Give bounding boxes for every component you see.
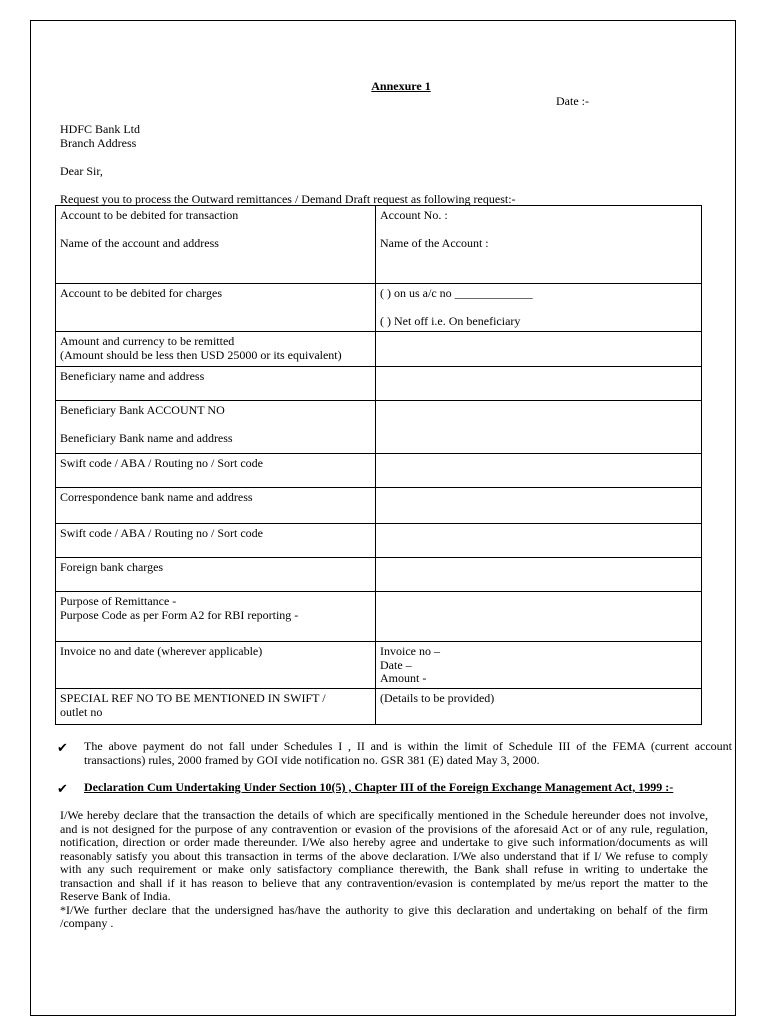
- remittance-form-table: [55, 205, 702, 725]
- field-value-cell[interactable]: [376, 524, 702, 558]
- declaration-heading-text: Declaration Cum Undertaking Under Section 10(5) , Chapter III of the Foreign Exchange Management Act, 1999 :-: [84, 780, 674, 794]
- field-label: [60, 223, 372, 237]
- field-value-cell[interactable]: [376, 401, 702, 454]
- form-row: [56, 592, 702, 642]
- form-row: [56, 454, 702, 488]
- field-value: ( ) Net off i.e. On beneficiary: [380, 313, 521, 328]
- field-label-cell: [56, 642, 376, 689]
- form-row: [56, 206, 702, 284]
- form-row: [56, 524, 702, 558]
- field-label-cell: [56, 332, 376, 367]
- field-value: [380, 370, 698, 384]
- field-label-cell: [56, 454, 376, 488]
- form-row: [56, 401, 702, 454]
- form-row: [56, 642, 702, 689]
- form-row: [56, 558, 702, 592]
- field-label: (Amount should be less then USD 25000 or its equivalent): [60, 347, 342, 362]
- field-label: Beneficiary Bank name and address: [60, 430, 233, 445]
- field-label: Swift code / ABA / Routing no / Sort code: [60, 456, 263, 470]
- field-value-cell[interactable]: [376, 689, 702, 725]
- field-label-cell: [56, 524, 376, 558]
- field-value: [380, 301, 698, 315]
- field-value-cell[interactable]: [376, 332, 702, 367]
- field-value: [380, 223, 698, 237]
- field-value-cell[interactable]: [376, 592, 702, 642]
- field-value: ( ) on us a/c no _____________: [380, 286, 533, 300]
- fema-note-text: The above payment do not fall under Schedules I , II and is within the limit of Schedule III of the FEMA (current account transactions) rules, 2000 framed by GOI vide notification no. GSR 381 (E) dated May 3, 2000.: [84, 739, 732, 767]
- field-label: Account to be debited for transaction: [60, 208, 239, 222]
- declaration-paragraph-2: *I/We further declare that the undersigned has/have the authority to give this declaration and undertaking on behalf of the firm /company .: [60, 902, 708, 930]
- field-label-cell: [56, 367, 376, 401]
- field-value: [380, 491, 698, 505]
- field-label: Swift code / ABA / Routing no / Sort code: [60, 526, 263, 540]
- field-label-cell: [56, 284, 376, 332]
- field-value: Name of the Account :: [380, 235, 489, 250]
- salutation: Dear Sir,: [60, 164, 103, 178]
- declaration-paragraph-1: I/We hereby declare that the transaction the details of which are specifically mentioned in the Schedule hereunder does not involve, and is not designed for the purpose of any contravention or evasion of the provisions of the aforesaid Act or of any rule, regulation, notification, direction or order made thereunder. I/We also hereby agree and undertake to give such information/documents as will reasonably satisfy you about this transaction in terms of the above declaration. I/We also understand that if I/ We refuse to comply with any such requirement or make only satisfactory compliance therewith, the Bank shall refuse in writing to undertake the transaction and shall if it has reason to believe that any contravention/evasion is contemplated by me/us report the matter to the Reserve Bank of India.: [60, 808, 708, 903]
- form-row: [56, 367, 702, 401]
- field-value: Amount -: [380, 671, 427, 685]
- field-value: Invoice no –: [380, 644, 440, 658]
- field-value-cell[interactable]: [376, 284, 702, 332]
- field-label-cell: [56, 592, 376, 642]
- date-label: Date :-: [556, 94, 589, 108]
- field-value: [380, 527, 698, 541]
- request-line: Request you to process the Outward remittances / Demand Draft request as following request:-: [60, 192, 516, 206]
- field-label: Purpose Code as per Form A2 for RBI reporting -: [60, 607, 299, 622]
- field-label-cell: [56, 558, 376, 592]
- field-label: Beneficiary Bank ACCOUNT NO: [60, 403, 225, 417]
- field-label-cell: [56, 401, 376, 454]
- page-title: Annexure 1: [371, 79, 431, 93]
- field-label: Correspondence bank name and address: [60, 490, 253, 504]
- field-value-cell[interactable]: [376, 454, 702, 488]
- field-value-cell[interactable]: [376, 206, 702, 284]
- field-value: Account No. :: [380, 208, 448, 222]
- field-value-cell[interactable]: [376, 642, 702, 689]
- field-label: Purpose of Remittance -: [60, 594, 177, 608]
- field-label-cell: [56, 689, 376, 725]
- field-value: [380, 335, 698, 349]
- document-page: [30, 20, 736, 1016]
- field-value-cell[interactable]: [376, 367, 702, 401]
- branch-address: Branch Address: [60, 136, 137, 150]
- bank-name: HDFC Bank Ltd: [60, 122, 141, 136]
- field-value: Date –: [380, 657, 412, 672]
- field-value: [380, 457, 698, 471]
- declaration-body: [60, 809, 708, 931]
- field-value-cell[interactable]: [376, 488, 702, 524]
- form-row: [56, 689, 702, 725]
- field-value: [380, 561, 698, 575]
- field-label: outlet no: [60, 704, 103, 719]
- field-value: [380, 404, 698, 418]
- field-label-cell: [56, 206, 376, 284]
- field-label: Foreign bank charges: [60, 560, 164, 574]
- form-row: [56, 332, 702, 367]
- field-label: Beneficiary name and address: [60, 369, 205, 383]
- field-value-cell[interactable]: [376, 558, 702, 592]
- form-body: [56, 206, 702, 725]
- field-label: [60, 418, 372, 432]
- bank-address: [60, 122, 140, 150]
- field-label: SPECIAL REF NO TO BE MENTIONED IN SWIFT /: [60, 691, 326, 705]
- field-label-cell: [56, 488, 376, 524]
- field-label: Invoice no and date (wherever applicable): [60, 644, 263, 658]
- field-label: Account to be debited for charges: [60, 286, 223, 300]
- field-value: (Details to be provided): [380, 691, 495, 705]
- check-icon: ✔: [57, 740, 68, 755]
- form-row: [56, 488, 702, 524]
- form-row: [56, 284, 702, 332]
- field-label: Amount and currency to be remitted: [60, 334, 235, 348]
- field-value: [380, 595, 698, 609]
- check-icon: ✔: [57, 781, 68, 796]
- field-label: Name of the account and address: [60, 235, 219, 250]
